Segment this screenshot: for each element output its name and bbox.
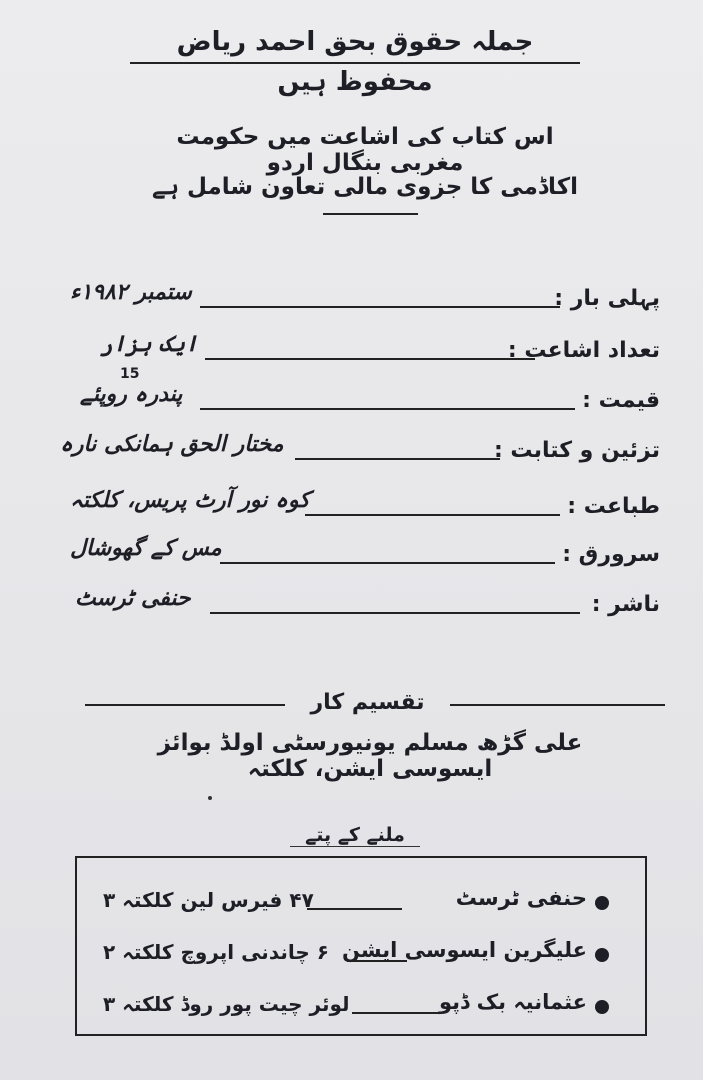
bullet-icon bbox=[595, 1000, 609, 1014]
distribution-title: تقسیم کار bbox=[310, 690, 425, 715]
address-line bbox=[347, 960, 407, 962]
addresses-box bbox=[75, 856, 647, 1036]
address-name: علیگرین ایسوسی ایشن bbox=[341, 938, 587, 962]
detail-label: تعداد اشاعت : bbox=[507, 338, 660, 363]
detail-row-cover bbox=[60, 536, 660, 578]
detail-value: کوہ نور آرٹ پریس، کلکتہ bbox=[70, 488, 310, 513]
copyright-header: جملہ حقوق بحق احمد ریاض محفوظ ہیں bbox=[130, 22, 580, 64]
detail-line bbox=[200, 408, 575, 410]
distribution-heading bbox=[85, 690, 665, 720]
distribution-rule-right bbox=[450, 704, 665, 706]
detail-line bbox=[200, 306, 560, 308]
address-name: عثمانیہ بک ڈپو bbox=[438, 990, 587, 1014]
detail-label: قیمت : bbox=[582, 388, 660, 413]
price-figure: 15 bbox=[120, 366, 140, 382]
detail-label: ناشر : bbox=[591, 592, 660, 617]
address-location: ۴۷ فیرس لین کلکتہ ۳ bbox=[103, 888, 314, 912]
detail-label: تزئین و کتابت : bbox=[493, 438, 660, 463]
detail-row-price bbox=[60, 366, 660, 424]
detail-row-printing bbox=[60, 488, 660, 530]
address-location: لوئر چیت پور روڈ کلکتہ ۳ bbox=[103, 992, 350, 1016]
detail-line bbox=[205, 358, 535, 360]
bullet-icon bbox=[595, 948, 609, 962]
intro-line-1: اس کتاب کی اشاعت میں حکومت مغربی بنگال اردو bbox=[176, 124, 554, 176]
address-row bbox=[97, 936, 657, 976]
address-line bbox=[307, 908, 402, 910]
address-line bbox=[352, 1012, 442, 1014]
detail-row-first-edition bbox=[60, 280, 660, 322]
detail-line bbox=[210, 612, 580, 614]
distribution-text: علی گڑھ مسلم یونیورسٹی اولڈ بوائز ایسوسی ایشن، کلکتہ bbox=[157, 730, 583, 782]
intro-line-2-text: اکاڈمی کا جزوی مالی تعاون شامل ہے bbox=[152, 174, 578, 200]
detail-value: ایک ہزار bbox=[100, 332, 198, 357]
detail-value: ستمبر ۱۹۸۲ء bbox=[70, 280, 192, 305]
availability-title: ملنے کے پتے bbox=[290, 824, 420, 847]
detail-label: سرورق : bbox=[562, 542, 660, 567]
detail-line bbox=[305, 514, 560, 516]
bullet-icon bbox=[595, 896, 609, 910]
intro-line-2 bbox=[150, 174, 580, 226]
address-name: حنفی ٹرسٹ bbox=[455, 886, 587, 910]
detail-row-calligraphy bbox=[60, 432, 660, 474]
address-row bbox=[97, 884, 657, 924]
ink-speck bbox=[208, 796, 212, 800]
detail-row-publisher bbox=[60, 586, 660, 628]
address-location: ۶ چاندنی اپروچ کلکتہ ۲ bbox=[103, 940, 329, 964]
detail-value: مختار الحق ہمانکی نارہ bbox=[60, 432, 284, 457]
detail-label: طباعت : bbox=[567, 494, 660, 519]
detail-row-print-run bbox=[60, 332, 660, 374]
detail-value: پندرہ روپئے bbox=[80, 382, 183, 407]
detail-label: پہلی بار : bbox=[554, 286, 660, 311]
detail-line bbox=[295, 458, 500, 460]
detail-line bbox=[220, 562, 555, 564]
distribution-rule-left bbox=[85, 704, 285, 706]
detail-value: حنفی ٹرسٹ bbox=[75, 586, 191, 611]
address-row bbox=[97, 988, 657, 1028]
detail-value: مس کے گھوشال bbox=[70, 536, 222, 561]
intro-dash bbox=[323, 213, 418, 215]
